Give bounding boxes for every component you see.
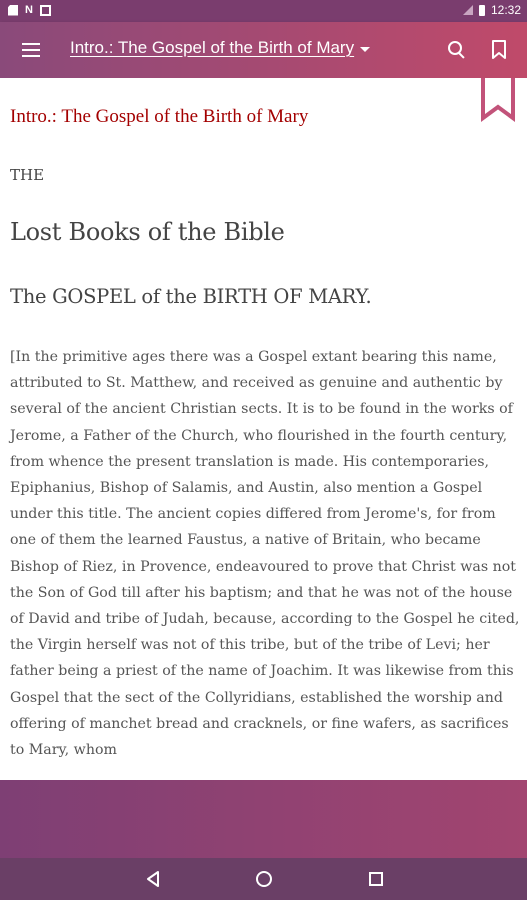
- bookmark-icon: [491, 40, 507, 60]
- back-icon[interactable]: [145, 870, 161, 888]
- app-bar: [0, 22, 527, 78]
- heading-the: THE: [10, 166, 45, 184]
- sd-card-icon: [8, 5, 18, 16]
- book-subtitle: The GOSPEL of the BIRTH OF MARY.: [10, 285, 372, 308]
- status-bar-system: [463, 3, 521, 17]
- chapter-dropdown[interactable]: [70, 38, 370, 58]
- bottom-panel: [0, 780, 527, 858]
- signal-icon: [463, 5, 473, 15]
- chapter-dropdown-label: Intro.: The Gospel of the Birth of Mary: [70, 38, 355, 57]
- n-notification-icon: N: [25, 4, 33, 16]
- menu-icon: [22, 43, 40, 45]
- battery-icon: [479, 5, 485, 16]
- bookmark-button[interactable]: [491, 40, 507, 60]
- book-title: Lost Books of the Bible: [10, 218, 285, 246]
- dropdown-caret-icon: [360, 47, 370, 52]
- body-paragraph: [In the primitive ages there was a Gospel extant bearing this name, attributed to St. Matthew, and received as genuine and authentic by several of the ancient Christian sects. It is to be found in the works of Jerome, a Father of the Church, who flourished in the fourth century, from whence the present translation is made. His contemporaries, Epiphanius, Bishop of Salamis, and Austin, also mention a Gospel under this title. The ancient copies differed from Jerome's, for from one of them the learned Faustus, a native of Britain, who became Bishop of Riez, in Provence, endeavoured to prove that Christ was not the Son of God till after his baptism; and that he was not of the house of David and tribe of Judah, because, according to the Gospel he cited, the Virgin herself was not of this tribe, but of the tribe of Levi; her father being a priest of the name of Joachim. It was likewise from this Gospel that the sect of the Collyridians, established the worship and offering of manchet bread and cracknels, or fine wafers, as sacrifices to Mary, whom: [10, 349, 520, 759]
- recents-icon[interactable]: [369, 872, 383, 886]
- menu-button[interactable]: [20, 39, 42, 61]
- square-notification-icon: [40, 5, 51, 16]
- reader-content[interactable]: [0, 78, 527, 780]
- system-nav-bar: [0, 858, 527, 900]
- status-bar-notifications: [8, 4, 51, 16]
- bookmark-ribbon-icon[interactable]: [480, 78, 516, 122]
- home-icon[interactable]: [256, 871, 272, 887]
- status-time: 12:32: [490, 3, 521, 17]
- status-bar: [0, 0, 527, 22]
- search-button[interactable]: [446, 39, 468, 61]
- chapter-heading: Intro.: The Gospel of the Birth of Mary: [10, 106, 309, 127]
